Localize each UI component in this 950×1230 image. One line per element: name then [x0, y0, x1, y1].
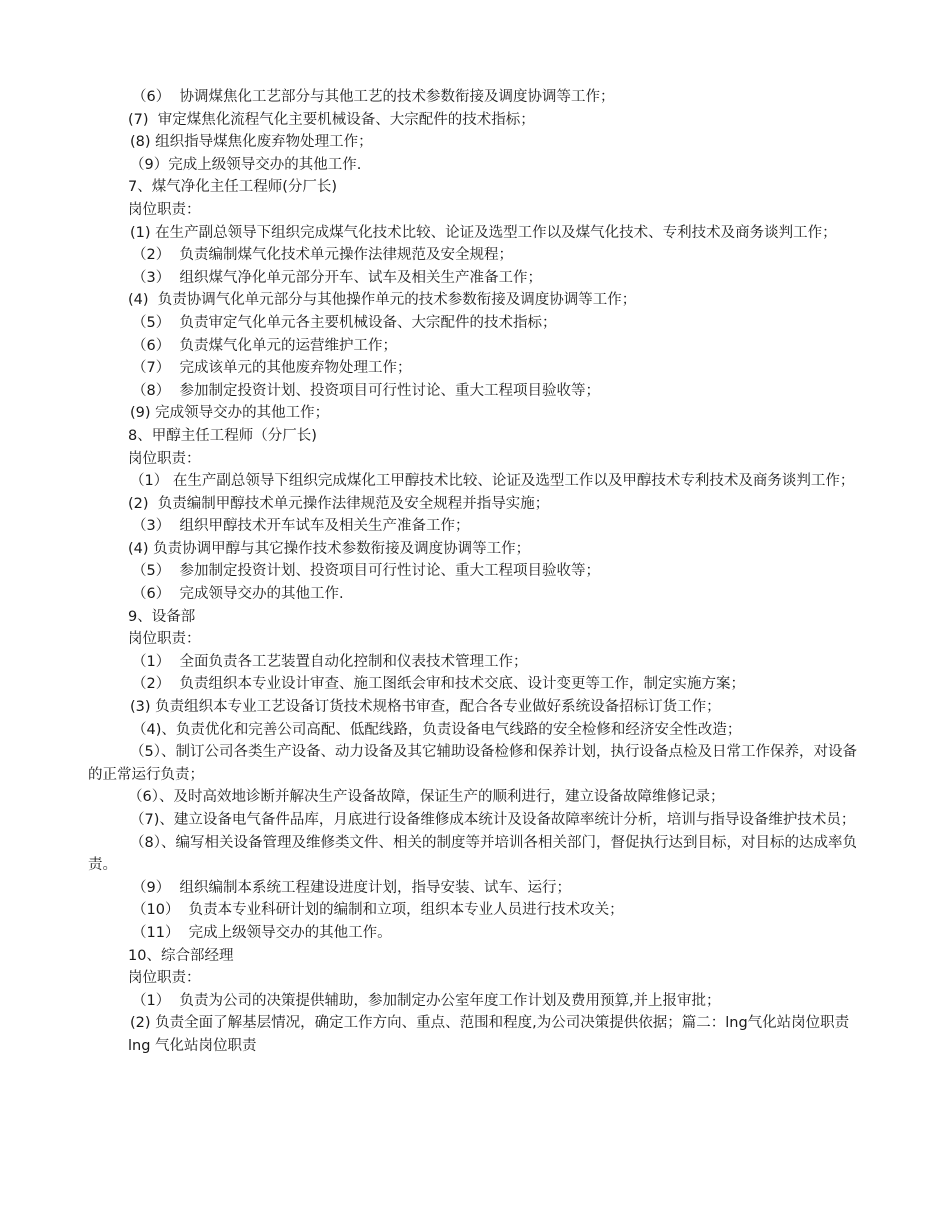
text-line: （6）、及时高效地诊断并解决生产设备故障，保证生产的顺利进行，建立设备故障维修记录；	[128, 789, 725, 806]
text-line: （2） 负责组织本专业设计审查、施工图纸会审和技术交底、设计变更等工作，制定实施方案；	[132, 676, 745, 693]
text-line: (7) 审定煤焦化流程气化主要机械设备、大宗配件的技术指标；	[128, 111, 535, 128]
text-line: （7） 完成该单元的其他废弃物处理工作；	[132, 360, 412, 377]
text-line: （2） 负责编制煤气化技术单元操作法律规范及安全规程；	[132, 247, 513, 264]
text-line: （5） 参加制定投资计划、投资项目可行性讨论、重大工程项目验收等；	[132, 563, 600, 580]
section-heading: 10、综合部经理	[128, 947, 234, 964]
text-line: （8） 参加制定投资计划、投资项目可行性讨论、重大工程项目验收等；	[132, 382, 600, 399]
text-line: （6） 协调煤焦化工艺部分与其他工艺的技术参数衔接及调度协调等工作；	[132, 89, 615, 105]
text-line: （3） 组织甲醇技术开车试车及相关生产准备工作；	[132, 518, 470, 535]
text-line: (4) 负责协调气化单元部分与其他操作单元的技术参数衔接及调度协调等工作；	[128, 292, 637, 309]
text-paragraph: （5）、制订公司各类生产设备、动力设备及其它辅助设备检修和保养计划，执行设备点检及日常工作保养，对设备的正常运行负责；	[88, 744, 857, 783]
section-heading: 8、甲醇主任工程师（分厂长)	[128, 427, 317, 444]
text-line: （3） 组织煤气净化单元部分开车、试车及相关生产准备工作；	[132, 269, 542, 286]
text-line: lng 气化站岗位职责	[128, 1037, 257, 1054]
text-line: （6） 负责煤气化单元的运营维护工作；	[132, 337, 397, 354]
text-line: (8) 组织指导煤焦化废弃物处理工作；	[130, 134, 373, 151]
section-heading: 7、煤气净化主任工程师(分厂长)	[128, 179, 338, 196]
text-paragraph: (2) 负责全面了解基层情况，确定工作方向、重点、范围和程度,为公司决策提供依据；篇二：lng气化站岗位职责	[130, 1015, 850, 1032]
text-paragraph: （1） 在生产副总领导下组织完成煤化工甲醇技术比较、论证及选型工作以及甲醇技术专利技术及商务谈判工作；	[130, 473, 855, 490]
text-line: （4)、负责优化和完善公司高配、低配线路，负责设备电气线路的安全检修和经济安全性改造；	[132, 721, 742, 738]
text-paragraph: (1) 在生产副总领导下组织完成煤气化技术比较、论证及选型工作以及煤气化技术、专利技术及商务谈判工作；	[130, 224, 837, 241]
subheading: 岗位职责：	[128, 201, 201, 218]
document-body	[88, 86, 868, 1058]
text-line: （9） 组织编制本系统工程建设进度计划，指导安装、试车、运行；	[132, 879, 571, 896]
text-line: （10） 负责本专业科研计划的编制和立项，组织本专业人员进行技术攻关；	[132, 902, 624, 919]
subheading: 岗位职责：	[128, 631, 201, 648]
text-line: (2) 负责编制甲醇技术单元操作法律规范及安全规程并指导实施；	[128, 495, 550, 512]
text-line: （1） 负责为公司的决策提供辅助，参加制定办公室年度工作计划及费用预算,并上报审批；	[132, 992, 721, 1009]
text-line: （1） 全面负责各工艺装置自动化控制和仪表技术管理工作；	[132, 653, 528, 670]
section-heading: 9、设备部	[128, 608, 196, 625]
text-line: (9) 完成领导交办的其他工作；	[130, 405, 330, 422]
text-line: (3) 负责组织本专业工艺设备订货技术规格书审查，配合各专业做好系统设备招标订货工作；	[130, 699, 721, 716]
text-line: （11） 完成上级领导交办的其他工作。	[132, 924, 392, 941]
text-line: （6） 完成领导交办的其他工作.	[132, 586, 344, 603]
text-line: （5） 负责审定气化单元各主要机械设备、大宗配件的技术指标；	[132, 314, 557, 331]
subheading: 岗位职责：	[128, 970, 201, 987]
text-paragraph: （7)、建立设备电气备件品库，月底进行设备维修成本统计及设备故障率统计分析，培训与指导设备维护技术员；	[130, 812, 856, 828]
subheading: 岗位职责：	[128, 450, 201, 467]
text-paragraph: （8）、编写相关设备管理及维修类文件、相关的制度等并培训各相关部门，督促执行达到目标，对目标的达成率负责。	[88, 834, 857, 874]
text-line: （9）完成上级领导交办的其他工作.	[130, 156, 362, 173]
text-line: (4) 负责协调甲醇与其它操作技术参数衔接及调度协调等工作；	[128, 540, 531, 557]
